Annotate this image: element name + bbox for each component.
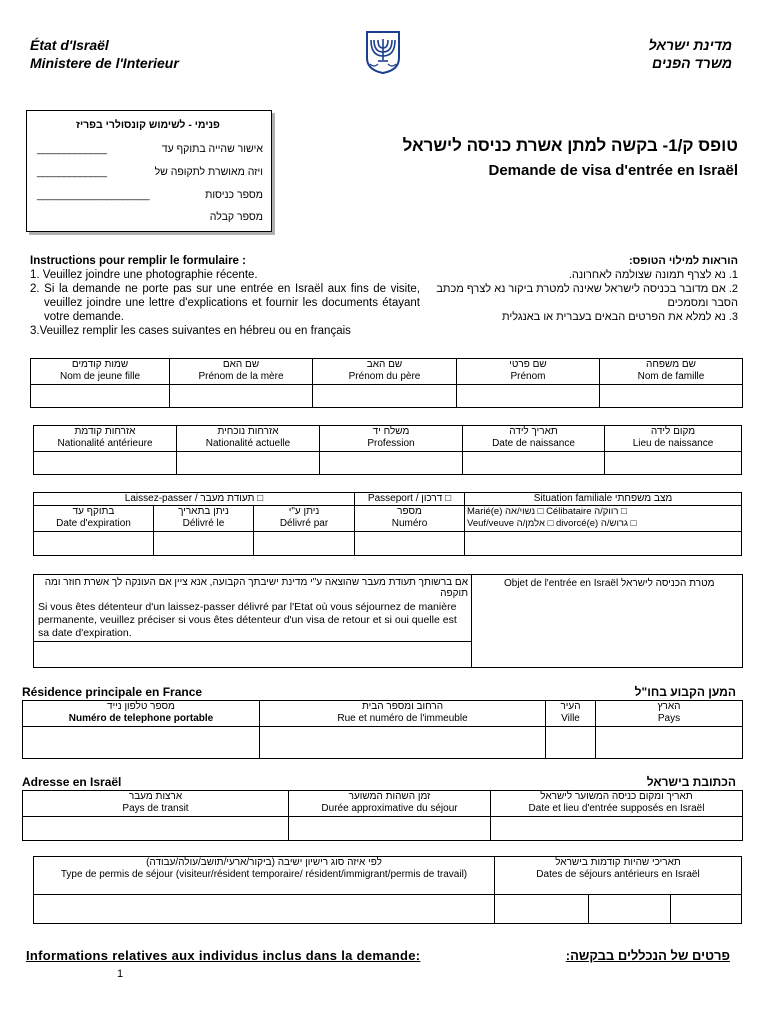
office-box-blank-2[interactable]: _____________ bbox=[37, 166, 107, 178]
menorah-emblem-icon bbox=[364, 30, 402, 74]
israel-address-table-header: זמן השהות המשוער Durée approximative du séjour bbox=[289, 791, 491, 817]
office-box-line-2: ויזה מאושרת לתקופה של bbox=[154, 166, 263, 178]
instructions-fr-title: Instructions pour remplir le formulaire : bbox=[30, 255, 246, 267]
expiry-date-input[interactable] bbox=[34, 532, 154, 556]
residence-table-header: מספר טלפון נייד Numéro de telephone portable bbox=[23, 701, 260, 727]
residence-table-header: הרחוב ומספר הבית Rue et numéro de l'immeuble bbox=[260, 701, 546, 727]
documents-table-header: ניתן בתאריך Délivré le bbox=[154, 506, 254, 532]
instructions-he-item-3: 3. נא למלא את הפרטים הבאים בעברית או באנגלית bbox=[502, 311, 738, 323]
office-box-line-1: אישור שהייה בתוקף עד bbox=[161, 143, 263, 155]
office-box-title: פנימי - לשימוש קונסולרי בפריז bbox=[76, 119, 220, 131]
permit-type-header: לפי איזה סוג רישיון ישיבה (ביקור/ארעי/תושב/עולה/עבודה) Type de permis de séjour (visiteur/résident temporaire/ résident/immigrant/permis de travail) bbox=[34, 857, 495, 895]
previous-stay-input[interactable] bbox=[495, 895, 589, 924]
header-state-he: מדינת ישראל bbox=[648, 37, 732, 53]
return-visa-input[interactable] bbox=[35, 643, 470, 665]
document-number-input[interactable] bbox=[355, 532, 465, 556]
israel-address-table-header: ארצות מעבר Pays de transit bbox=[23, 791, 289, 817]
office-box-line-3: מספר כניסות bbox=[205, 189, 263, 201]
city-input[interactable] bbox=[546, 727, 596, 759]
father-name-input[interactable] bbox=[313, 385, 457, 408]
names-table-header: שם פרטי Prénom bbox=[457, 359, 600, 385]
instructions-fr-item-3: 3.Veuillez remplir les cases suivantes en hébreu ou en français bbox=[30, 325, 351, 337]
documents-table-header: ניתן ע"י Délivré par bbox=[254, 506, 355, 532]
birth-place-input[interactable] bbox=[605, 452, 742, 475]
israel-address-table-header: תאריך ומקום כניסה המשוער לישראל Date et lieu d'entrée supposés en Israël bbox=[491, 791, 743, 817]
nationality-table-header: אזרחות קודמת Nationalité antérieure bbox=[34, 426, 177, 452]
purpose-input[interactable] bbox=[473, 593, 741, 665]
current-nationality-input[interactable] bbox=[177, 452, 320, 475]
previous-stay-input[interactable] bbox=[589, 895, 671, 924]
residence-title-fr: Résidence principale en France bbox=[22, 685, 203, 699]
nationality-table-header: אזרחות נוכחית Nationalité actuelle bbox=[177, 426, 320, 452]
residence-table bbox=[22, 700, 743, 759]
individuals-info-title-he: פרטים של הנכללים בבקשה: bbox=[565, 948, 730, 963]
office-box-blank-1[interactable]: _____________ bbox=[37, 143, 107, 155]
marital-status-label: Situation familiale מצב משפחתי bbox=[465, 493, 742, 506]
birth-date-input[interactable] bbox=[463, 452, 605, 475]
documents-table-header: בתוקף עד Date d'expiration bbox=[34, 506, 154, 532]
instructions-fr-item-2: 2. Si la demande ne porte pas sur une entrée en Israël aux fins de visite, veuillez joindre une lettre d'explications et fournir les documents étayant votre demande. bbox=[30, 283, 420, 323]
issued-by-input[interactable] bbox=[254, 532, 355, 556]
documents-table bbox=[33, 492, 742, 556]
permit-type-input[interactable] bbox=[34, 895, 495, 924]
purpose-label: Objet de l'entrée en Israël מטרת הכניסה לישראל bbox=[504, 578, 715, 589]
laissez-passer-question-he: אם ברשותך תעודת מעבר שהוצאה ע"י מדינת ישיבתך הקבועה, אנא ציין אם העונקה לך אשרת חוזר ומה תוקפה bbox=[44, 577, 468, 599]
page-number: 1 bbox=[117, 968, 124, 980]
laissez-passer-checkbox[interactable]: Laissez-passer / תעודת מעבר □ bbox=[34, 493, 355, 506]
nationality-table-header: תאריך לידה Date de naissance bbox=[463, 426, 605, 452]
issued-on-input[interactable] bbox=[154, 532, 254, 556]
names-table-header: שם האם Prénom de la mère bbox=[170, 359, 313, 385]
header-ministry-he: משרד הפנים bbox=[651, 55, 732, 71]
israel-address-title-he: הכתובת בישראל bbox=[646, 775, 736, 789]
names-table bbox=[30, 358, 743, 408]
marital-status-input[interactable] bbox=[465, 532, 742, 556]
names-table-header: שם האב Prénom du père bbox=[313, 359, 457, 385]
street-input[interactable] bbox=[260, 727, 546, 759]
instructions-he bbox=[428, 254, 738, 324]
residence-title-he: המען הקבוע בחו"ל bbox=[634, 685, 736, 699]
form-title-fr: Demande de visa d'entrée en Israël bbox=[488, 162, 738, 179]
previous-stay-input[interactable] bbox=[671, 895, 742, 924]
nationality-table bbox=[33, 425, 742, 475]
form-title-he: טופס ק/1- בקשה למתן אשרת כניסה לישראל bbox=[402, 136, 738, 155]
israel-address-table bbox=[22, 790, 743, 841]
individuals-info-title-fr: Informations relatives aux individus inclus dans la demande: bbox=[26, 948, 421, 963]
consular-office-box bbox=[26, 110, 272, 232]
header-state-fr: État d'Israël bbox=[30, 37, 109, 53]
office-box-blank-3[interactable]: _____________________ bbox=[37, 189, 150, 201]
profession-input[interactable] bbox=[320, 452, 463, 475]
permit-table bbox=[33, 856, 742, 924]
mobile-phone-input[interactable] bbox=[23, 727, 260, 759]
header-ministry-fr: Ministere de l'Interieur bbox=[30, 55, 179, 71]
documents-table-header: מספר Numéro bbox=[355, 506, 465, 532]
country-input[interactable] bbox=[596, 727, 743, 759]
first-name-input[interactable] bbox=[457, 385, 600, 408]
names-table-header: שמות קודמים Nom de jeune fille bbox=[31, 359, 170, 385]
instructions-fr-item-1: 1. Veuillez joindre une photographie récente. bbox=[30, 269, 258, 281]
maiden-name-input[interactable] bbox=[31, 385, 170, 408]
previous-nationality-input[interactable] bbox=[34, 452, 177, 475]
residence-table-header: העיר Ville bbox=[546, 701, 596, 727]
stay-duration-input[interactable] bbox=[289, 817, 491, 841]
instructions-he-item-2: 2. אם מדובר בכניסה לישראל שאינה למטרת ביקור נא לצרף מכתב הסבר ומסמכים bbox=[436, 283, 738, 309]
marital-status-options[interactable]: Marié(e) נשוי/אה □ Célibataire רווק/ה □ Veuf/veuve אלמן/ה □ divorcé(e) גרוש/ה □ bbox=[465, 506, 742, 532]
residence-table-header: הארץ Pays bbox=[596, 701, 743, 727]
israel-address-title-fr: Adresse en Israël bbox=[22, 775, 122, 789]
last-name-input[interactable] bbox=[600, 385, 743, 408]
previous-stays-header: תאריכי שהיות קודמות בישראל Dates de séjours antérieurs en Israël bbox=[495, 857, 742, 895]
entry-date-place-input[interactable] bbox=[491, 817, 743, 841]
passport-checkbox[interactable]: Passeport / דרכון □ bbox=[355, 493, 465, 506]
transit-countries-input[interactable] bbox=[23, 817, 289, 841]
laissez-passer-question-fr: Si vous êtes détenteur d'un laissez-passer délivré par l'Etat où vous séjournez de manière permanente, veuillez préciser si vous êtes détenteur d'un visa de retour et si oui quelle est sa date d'expiration. bbox=[38, 601, 457, 639]
nationality-table-header: מקום לידה Lieu de naissance bbox=[605, 426, 742, 452]
instructions-fr bbox=[30, 254, 420, 338]
purpose-block bbox=[33, 574, 743, 668]
nationality-table-header: משלח יד Profession bbox=[320, 426, 463, 452]
instructions-he-item-1: 1. נא לצרף תמונה שצולמה לאחרונה. bbox=[568, 269, 738, 281]
names-table-header: שם משפחה Nom de famille bbox=[600, 359, 743, 385]
mother-name-input[interactable] bbox=[170, 385, 313, 408]
office-box-line-4: מספר קבלה bbox=[209, 211, 263, 223]
instructions-he-title: הוראות למילוי הטופס: bbox=[628, 255, 738, 267]
